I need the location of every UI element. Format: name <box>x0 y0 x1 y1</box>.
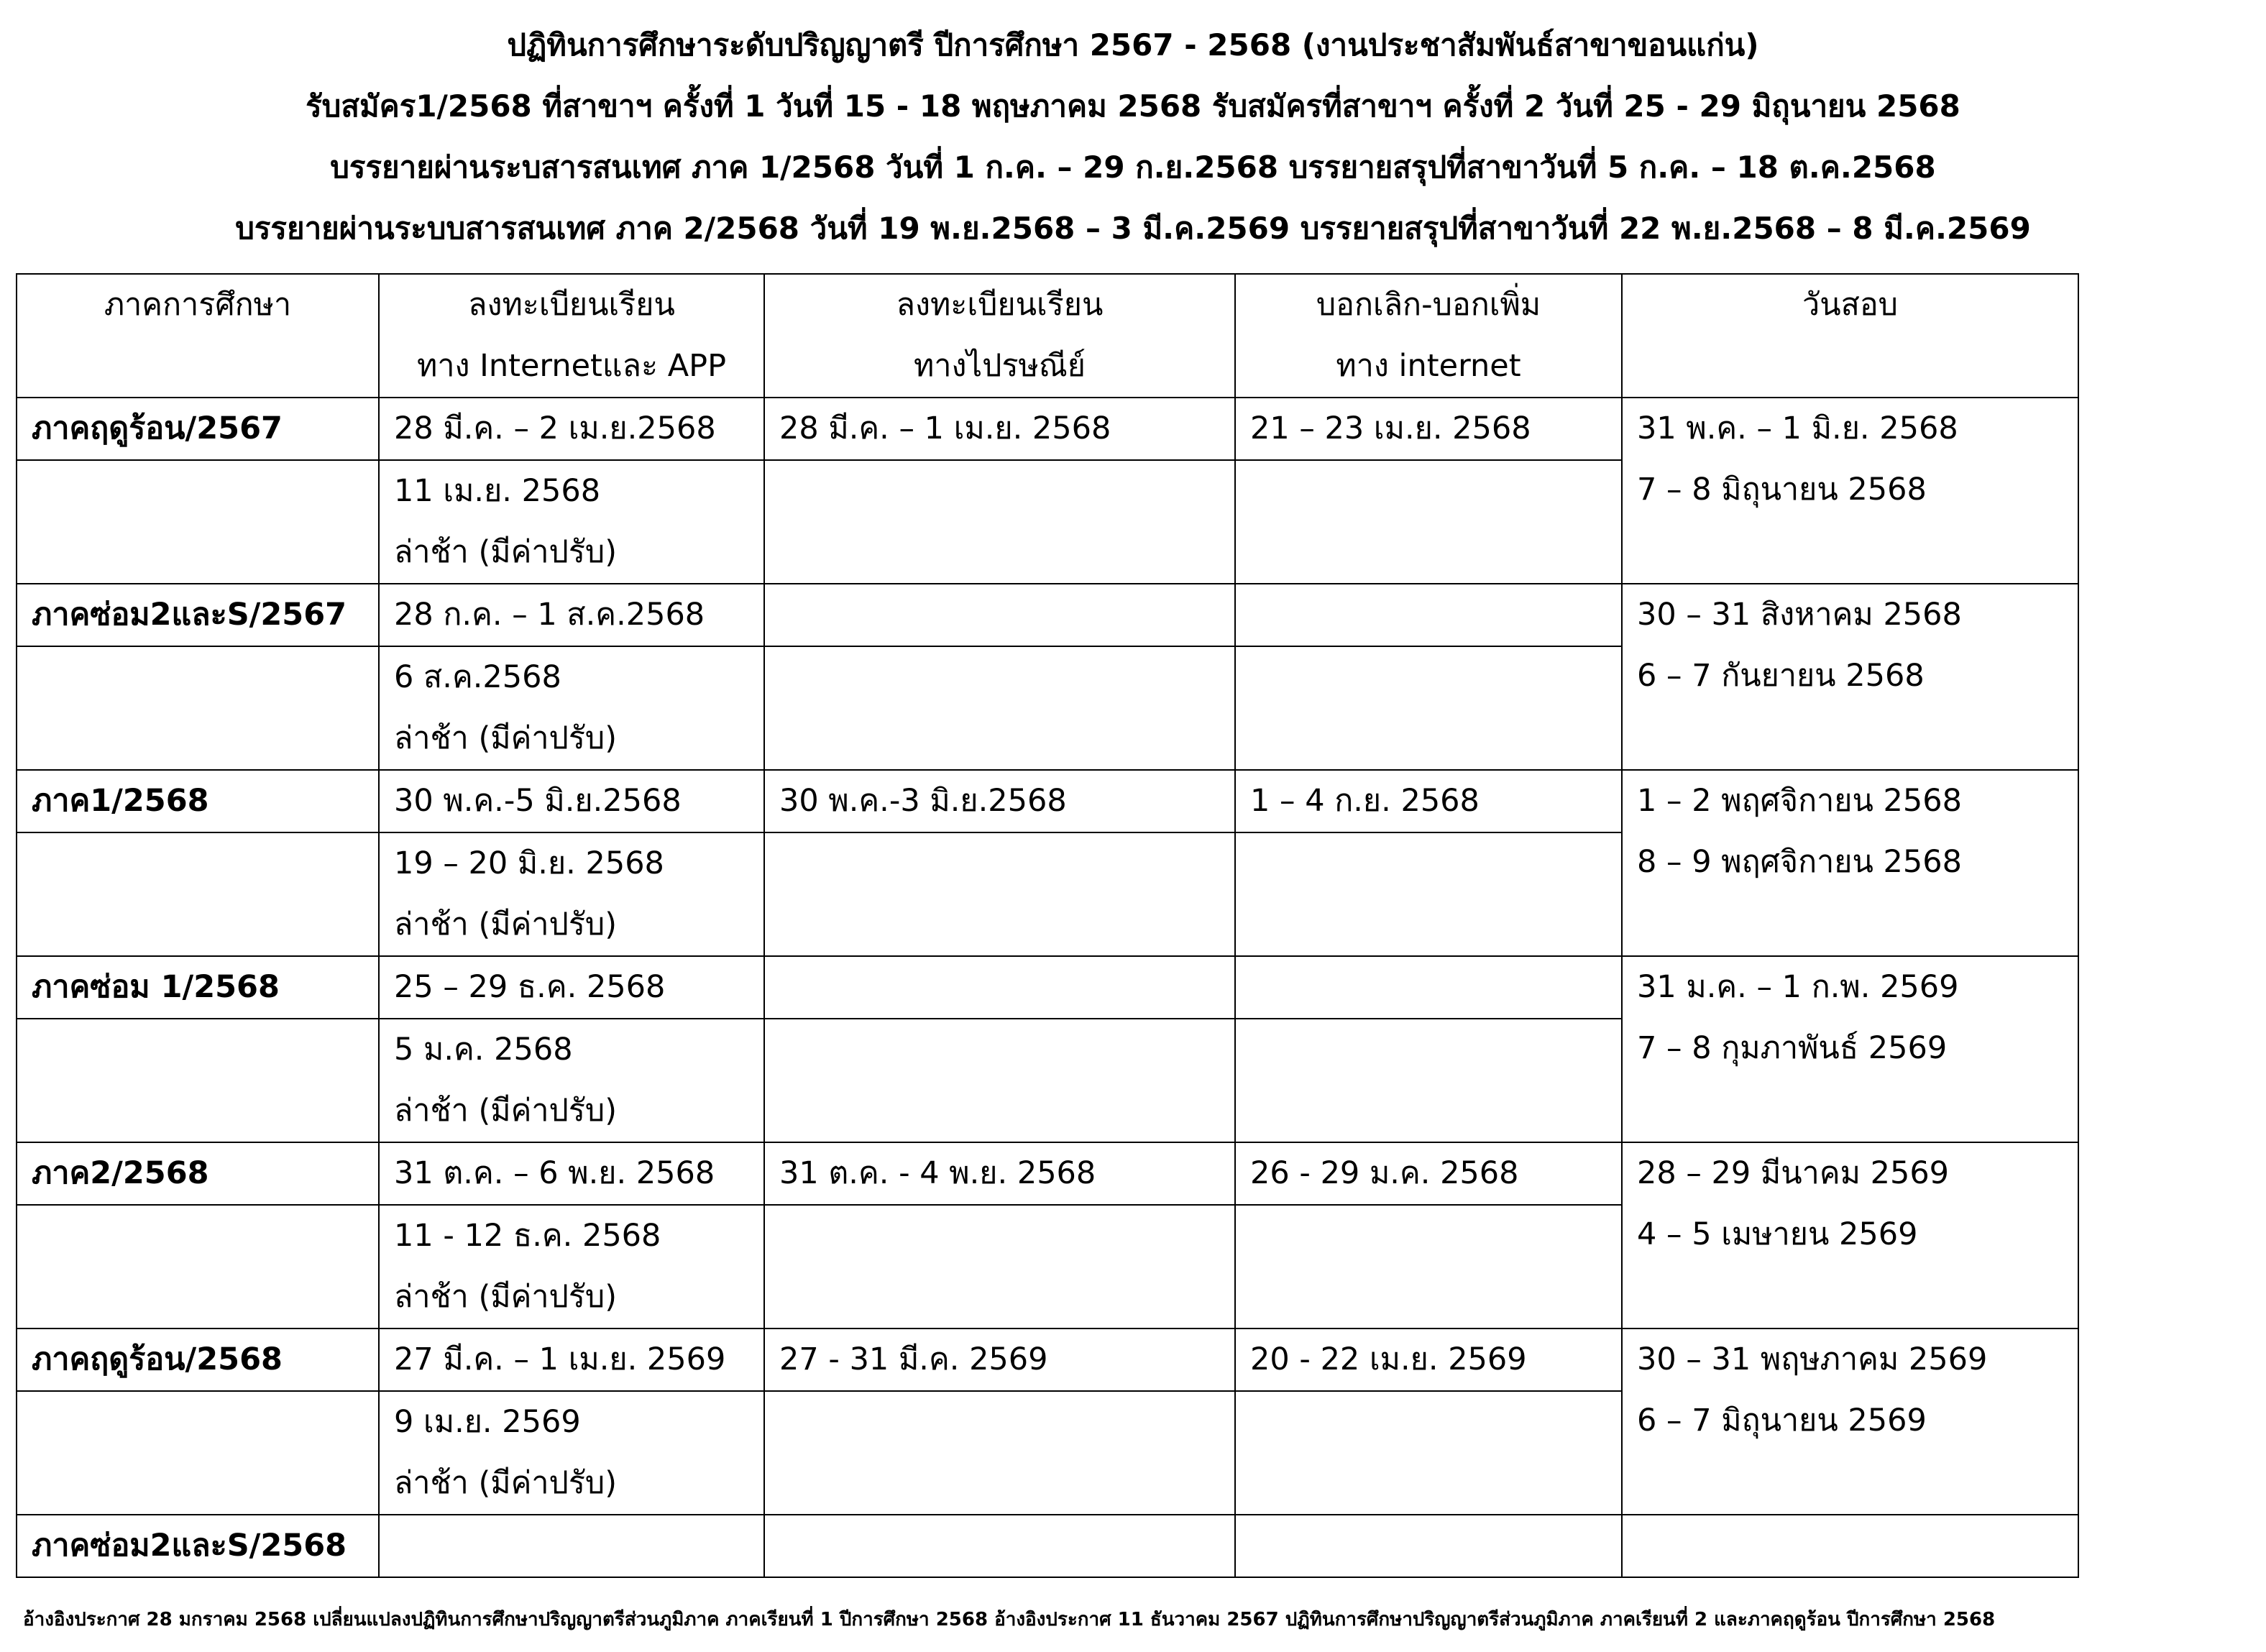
term-cell: ภาค1/2568 <box>17 770 379 832</box>
late-registration-date: 11 - 12 ธ.ค. 2568 <box>394 1218 661 1254</box>
add-drop-cell: 20 - 22 เม.ย. 2569 <box>1235 1329 1622 1391</box>
internet-registration-cell: 30 พ.ค.-5 มิ.ย.2568 <box>379 770 764 832</box>
term-cell: ภาคฤดูร้อน/2568 <box>17 1329 379 1391</box>
table-row <box>17 584 2078 646</box>
table-row <box>17 1142 2078 1205</box>
exam-date-2: 6 – 7 มิถุนายน 2569 <box>1637 1403 1927 1438</box>
add-drop-cell <box>1235 584 1622 646</box>
header-add-drop: บอกเลิก-บอกเพิ่ม ทาง internet <box>1235 274 1622 398</box>
add-drop-cell: 21 – 23 เม.ย. 2568 <box>1235 398 1622 460</box>
late-fee-label: ล่าช้า (มีค่าปรับ) <box>394 1093 617 1129</box>
internet-registration-cell: 28 มี.ค. – 2 เม.ย.2568 <box>379 398 764 460</box>
postal-cell-empty <box>764 1019 1235 1142</box>
internet-registration-cell: 25 – 29 ธ.ค. 2568 <box>379 956 764 1019</box>
late-registration-date: 19 – 20 มิ.ย. 2568 <box>394 845 664 881</box>
header-exam-dates: วันสอบ <box>1622 274 2078 398</box>
exam-date-2: 4 – 5 เมษายน 2569 <box>1637 1216 1918 1252</box>
term-cell-empty <box>17 1205 379 1329</box>
add-drop-cell <box>1235 1515 1622 1577</box>
exam-date-1: 1 – 2 พฤศจิกายน 2568 <box>1637 783 1962 819</box>
header-postal-registration: ลงทะเบียนเรียน ทางไปรษณีย์ <box>764 274 1235 398</box>
term-cell: ภาคซ่อม2และS/2568 <box>17 1515 379 1577</box>
term-cell-empty <box>17 460 379 584</box>
internet-registration-cell <box>379 1515 764 1577</box>
postal-registration-cell: 30 พ.ค.-3 มิ.ย.2568 <box>764 770 1235 832</box>
term-cell: ภาคฤดูร้อน/2567 <box>17 398 379 460</box>
add-drop-cell: 26 - 29 ม.ค. 2568 <box>1235 1142 1622 1205</box>
internet-registration-cell: 27 มี.ค. – 1 เม.ย. 2569 <box>379 1329 764 1391</box>
header-term: ภาคการศึกษา <box>17 274 379 398</box>
table-row <box>17 770 2078 832</box>
exam-date-2: 7 – 8 มิถุนายน 2568 <box>1637 472 1927 508</box>
table-header-row <box>17 274 2078 398</box>
table-row <box>17 398 2078 460</box>
add-drop-cell-empty <box>1235 1391 1622 1515</box>
term-cell-empty <box>17 1391 379 1515</box>
exam-dates-cell <box>1622 770 2078 956</box>
term-cell-empty <box>17 646 379 770</box>
postal-registration-cell <box>764 956 1235 1019</box>
exam-date-2: 8 – 9 พฤศจิกายน 2568 <box>1637 844 1962 880</box>
table-row <box>17 1329 2078 1391</box>
exam-date-1: 28 – 29 มีนาคม 2569 <box>1637 1155 1950 1191</box>
late-registration-cell <box>379 1205 764 1329</box>
semester2-lecture-line: บรรยายผ่านระบบสารสนเทศ ภาค 2/2568 วันที่ 19 พ.ย.2568 – 3 มี.ค.2569 บรรยายสรุปที่สาขาวันที่ 22 พ.ย.2568 – 8 มี.ค.2569 <box>235 211 2031 246</box>
postal-registration-cell <box>764 1515 1235 1577</box>
internet-registration-cell: 31 ต.ค. – 6 พ.ย. 2568 <box>379 1142 764 1205</box>
registration-dates-line: รับสมัคร1/2568 ที่สาขาฯ ครั้งที่ 1 วันที่ 15 - 18 พฤษภาคม 2568 รับสมัครที่สาขาฯ ครั้งที่ 2 วันที่ 25 - 29 มิถุนายน 2568 <box>306 88 1960 124</box>
exam-dates-cell <box>1622 956 2078 1142</box>
table-row <box>17 1515 2078 1577</box>
term-cell-empty <box>17 832 379 956</box>
late-fee-label: ล่าช้า (มีค่าปรับ) <box>394 1279 617 1315</box>
internet-registration-cell: 28 ก.ค. – 1 ส.ค.2568 <box>379 584 764 646</box>
late-registration-date: 6 ส.ค.2568 <box>394 659 561 695</box>
exam-date-2: 7 – 8 กุมภาพันธ์ 2569 <box>1637 1030 1948 1066</box>
term-cell: ภาค2/2568 <box>17 1142 379 1205</box>
reference-footnote: อ้างอิงประกาศ 28 มกราคม 2568 เปลี่ยนแปลงปฏิทินการศึกษาปริญญาตรีส่วนภูมิภาค ภาคเรียนที่ 1 ปีการศึกษา 2568 อ้างอิงประกาศ 11 ธันวาคม 2567 ปฏิทินการศึกษาปริญญาตรีส่วนภูมิภาค ภาคเรียนที่ 2 และภาคฤดูร้อน ปีการศึกษา 2568 <box>23 1609 1996 1630</box>
late-registration-cell <box>379 646 764 770</box>
late-registration-cell <box>379 460 764 584</box>
exam-dates-cell <box>1622 1329 2078 1515</box>
late-fee-label: ล่าช้า (มีค่าปรับ) <box>394 534 617 570</box>
postal-cell-empty <box>764 646 1235 770</box>
add-drop-cell: 1 – 4 ก.ย. 2568 <box>1235 770 1622 832</box>
exam-date-2: 6 – 7 กันยายน 2568 <box>1637 658 1925 694</box>
exam-dates-cell <box>1622 1142 2078 1329</box>
add-drop-cell-empty <box>1235 832 1622 956</box>
academic-calendar-table <box>16 273 2079 1578</box>
add-drop-cell-empty <box>1235 646 1622 770</box>
late-fee-label: ล่าช้า (มีค่าปรับ) <box>394 720 617 756</box>
late-registration-date: 5 ม.ค. 2568 <box>394 1032 573 1068</box>
exam-dates-cell <box>1622 584 2078 770</box>
exam-dates-cell <box>1622 1515 2078 1577</box>
postal-registration-cell: 31 ต.ค. - 4 พ.ย. 2568 <box>764 1142 1235 1205</box>
postal-registration-cell: 27 - 31 มี.ค. 2569 <box>764 1329 1235 1391</box>
add-drop-cell-empty <box>1235 460 1622 584</box>
postal-cell-empty <box>764 460 1235 584</box>
late-registration-date: 9 เม.ย. 2569 <box>394 1404 581 1440</box>
postal-registration-cell <box>764 584 1235 646</box>
add-drop-cell-empty <box>1235 1019 1622 1142</box>
term-cell: ภาคซ่อม2และS/2567 <box>17 584 379 646</box>
document-header <box>0 14 2266 259</box>
exam-date-1: 31 ม.ค. – 1 ก.พ. 2569 <box>1637 969 1959 1005</box>
postal-cell-empty <box>764 832 1235 956</box>
exam-dates-cell <box>1622 398 2078 584</box>
term-cell-empty <box>17 1019 379 1142</box>
exam-date-1: 31 พ.ค. – 1 มิ.ย. 2568 <box>1637 410 1958 446</box>
late-fee-label: ล่าช้า (มีค่าปรับ) <box>394 1465 617 1501</box>
exam-date-1: 30 – 31 พฤษภาคม 2569 <box>1637 1341 1988 1377</box>
late-registration-cell <box>379 1019 764 1142</box>
add-drop-cell <box>1235 956 1622 1019</box>
postal-cell-empty <box>764 1205 1235 1329</box>
late-registration-cell <box>379 832 764 956</box>
semester1-lecture-line: บรรยายผ่านระบสารสนเทศ ภาค 1/2568 วันที่ 1 ก.ค. – 29 ก.ย.2568 บรรยายสรุปที่สาขาวันที่ 5 ก.ค. – 18 ต.ค.2568 <box>330 150 1936 185</box>
calendar-title: ปฏิทินการศึกษาระดับปริญญาตรี ปีการศึกษา 2567 - 2568 (งานประชาสัมพันธ์สาขาขอนแก่น) <box>507 27 1759 63</box>
late-registration-date: 11 เม.ย. 2568 <box>394 473 601 509</box>
postal-cell-empty <box>764 1391 1235 1515</box>
late-fee-label: ล่าช้า (มีค่าปรับ) <box>394 907 617 942</box>
exam-date-1: 30 – 31 สิงหาคม 2568 <box>1637 597 1962 633</box>
table-row <box>17 956 2078 1019</box>
term-cell: ภาคซ่อม 1/2568 <box>17 956 379 1019</box>
postal-registration-cell: 28 มี.ค. – 1 เม.ย. 2568 <box>764 398 1235 460</box>
late-registration-cell <box>379 1391 764 1515</box>
header-internet-registration: ลงทะเบียนเรียน ทาง Internetและ APP <box>379 274 764 398</box>
add-drop-cell-empty <box>1235 1205 1622 1329</box>
